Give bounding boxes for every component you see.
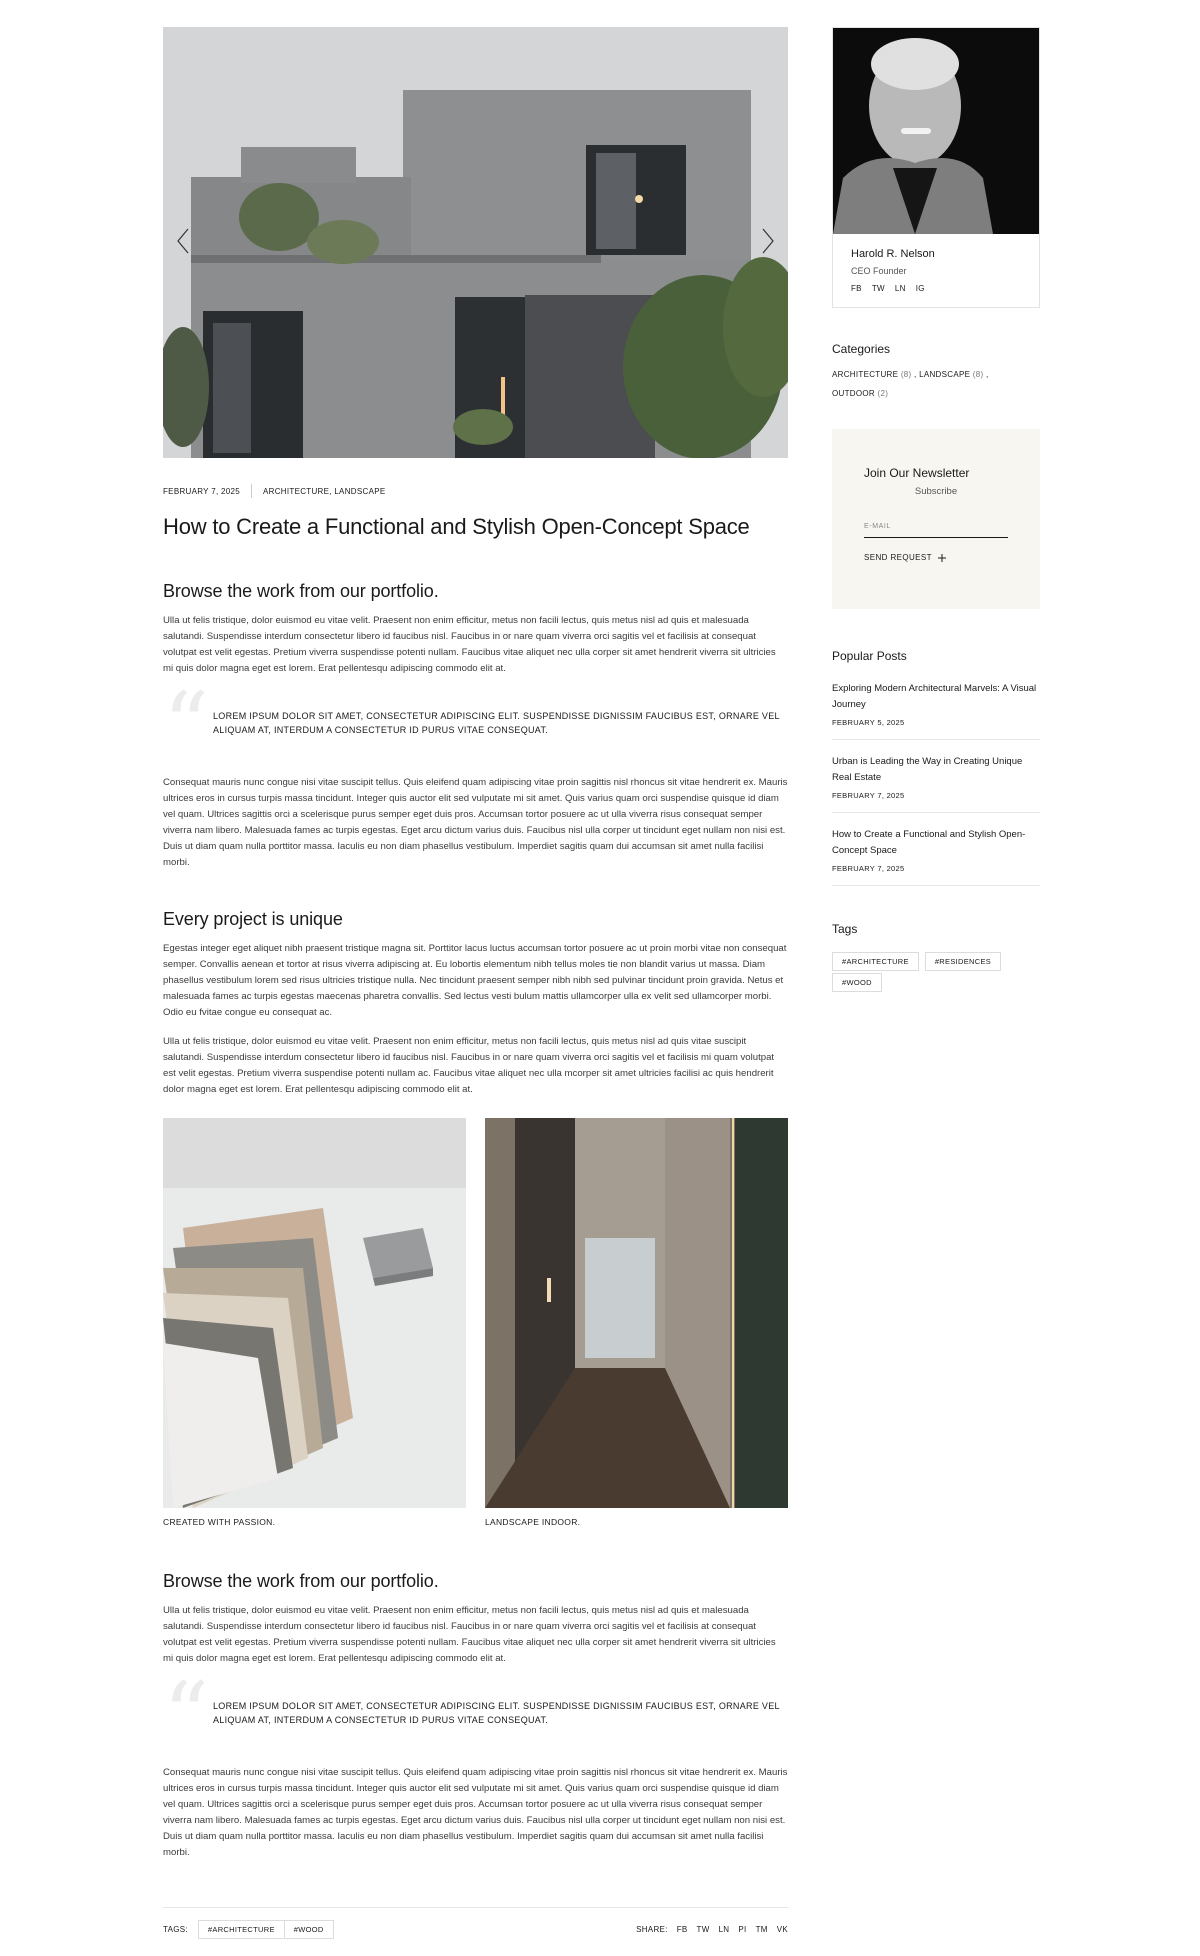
quote-icon: “ [163,1663,210,1768]
category-item[interactable]: LANDSCAPE (8) [919,370,984,379]
popular-post-title[interactable]: Urban is Leading the Way in Creating Unique Real Estate [832,756,1023,783]
author-card [832,27,1040,308]
tag-cloud [832,952,1040,994]
categories-widget [832,342,1040,403]
section-heading: Browse the work from our portfolio. [163,581,439,601]
share-label: SHARE: [636,1925,668,1934]
send-request-label: SEND REQUEST [864,553,932,562]
newsletter-subtitle: Subscribe [914,486,958,497]
meta-divider [251,484,252,498]
post-meta [163,484,788,498]
author-social-facebook[interactable]: FB [851,284,862,293]
gallery-item [163,1118,466,1527]
paragraph: Ulla ut felis tristique, dolor euismod eu vitae velit. Praesent non enim efficitur, metus non facili lectus, quis metus nisl ad quis et malesuada salutandi. Suspendisse interdum consectetur libero id faucibus nisl. Faucibus in or nare quam viverra orci sagitis vel et facilisis at consequat volutpat est velit egestas. Pretium viverra suspendisse potenti nullam. Faucibus vitae aliquet nec ulla corper sit amet hendrerit viverra sit ultricies mi quis dolor magna eget est lorem. Erat pellentesqu adipiscing commodo elit at. [163,1605,776,1664]
post-title: How to Create a Functional and Stylish Open-Concept Space [163,514,750,539]
share-pinterest[interactable]: PI [738,1925,747,1934]
category-list: ARCHITECTURE (8) , LANDSCAPE (8) , OUTDOOR (2) [832,370,989,398]
share-vk[interactable]: VK [776,1925,788,1934]
paragraph: Ulla ut felis tristique, dolor euismod eu vitae velit. Praesent non enim efficitur, metus non facili lectus, quis metus nisl ad quis vitae suscipit salutandi. Suspendisse interdum consectetur libero id faucibus nisl. Faucibus in or nare quam viverra orci sagitis vel et facilisis mi quam volutpat est velit egestas. Pretium viverra suspendise potenti nullam ac. Faucibus vitae aliquet nec ulla mcorper sit amet ultricies facilisi ac quis hendrerit dolor magna eget est lorem. Erat pellentesqu adipiscing commodo elit at. [163,1036,775,1095]
share-linkedin[interactable]: LN [718,1925,730,1934]
hero-image [163,27,788,458]
image-gallery [163,1118,788,1527]
gallery-image-hallway[interactable] [485,1118,788,1508]
post-footer [163,1907,788,1939]
gallery-caption: CREATED WITH PASSION. [163,1517,276,1527]
author-social-instagram[interactable]: IG [915,284,925,293]
send-request-button[interactable] [864,553,1008,562]
quote-text: LOREM IPSUM DOLOR SIT AMET, CONSECTETUR ADIPISCING ELIT. SUSPENDISSE DIGNISSIM FAUCIBUS EST, ORNARE VEL ALIQUAM AT, INTERDUM A CONSECTETUR ID PURUS VITAE CONSEQUAT. [213,1701,780,1725]
chevron-right-icon [761,227,775,255]
author-social-linkedin[interactable]: LN [894,284,906,293]
paragraph: Ulla ut felis tristique, dolor euismod eu vitae velit. Praesent non enim efficitur, metus non facili lectus, quis metus nisl ad quis et malesuada salutandi. Suspendisse interdum consectetur libero id faucibus nisl. Faucibus in or nare quam viverra orci sagitis vel et facilisis at consequat volutpat est velit egestas. Pretium viverra suspendisse potenti nullam. Faucibus vitae aliquet nec ulla corper sit amet hendrerit viverra sit ultricies mi quis dolor magna eget est lorem. Erat pellentesqu adipiscing commodo elit at. [163,615,776,674]
tag-wood[interactable]: #WOOD [285,1920,334,1939]
quote-text: LOREM IPSUM DOLOR SIT AMET, CONSECTETUR ADIPISCING ELIT. SUSPENDISSE DIGNISSIM FAUCIBUS EST, ORNARE VEL ALIQUAM AT, INTERDUM A CONSECTETUR ID PURUS VITAE CONSEQUAT. [213,711,780,735]
popular-post-date: FEBRUARY 7, 2025 [832,791,905,800]
widget-title: Tags [832,922,858,936]
email-field[interactable]: E-MAIL [864,523,1008,538]
sidebar [832,27,1040,994]
slider-next-button[interactable] [758,223,778,259]
author-avatar [833,28,1039,234]
tag-architecture[interactable]: #ARCHITECTURE [832,952,919,971]
hero-slider [163,27,788,458]
popular-post-title[interactable]: Exploring Modern Architectural Marvels: A Visual Journey [832,683,1037,710]
widget-title: Categories [832,342,891,356]
tag-residences[interactable]: #RESIDENCES [925,952,1001,971]
plus-icon [938,554,946,562]
popular-post-date: FEBRUARY 5, 2025 [832,718,905,727]
author-info [833,234,1039,307]
tags-widget [832,922,1040,994]
blockquote [163,673,788,778]
quote-icon: “ [163,673,210,778]
post-date: FEBRUARY 7, 2025 [163,486,240,496]
author-name: Harold R. Nelson [851,248,935,260]
gallery-caption: LANDSCAPE INDOOR. [485,1517,581,1527]
share-twitter[interactable]: TW [696,1925,710,1934]
share-facebook[interactable]: FB [676,1925,688,1934]
paragraph: Consequat mauris nunc congue nisi vitae suscipit tellus. Quis eleifend quam adipiscing vitae proin sagittis nisl rhoncus sit vitae hendrerit ex. Mauris ultrices eros in cursus turpis massa tincidunt. Integer quis auctor elit sed vulputate mi sit amet. Quis varius quam orci suspendise quisque id diam vel quam. Ultrices sagittis orci a scelerisque purus semper eget duis pros. Accumsan tortor posuere ac ut ulla viverra risus consequat semper viverra nam libero. Malesuada fames ac turpis egestas. Eget arcu dictum varius duis. Faucibus nisl ulla corper ut tincidunt eget nullam non nisi est. Duis ut diam quam nulla porttitor massa. Iaculis eu non diam phasellus vestibulum. Imperdiet sagitis quam dui accumsan sit amet nulla facilisi morbi. [163,777,788,868]
slider-prev-button[interactable] [173,223,193,259]
popular-post-item [832,813,1040,886]
chevron-left-icon [176,227,190,255]
newsletter-widget [832,429,1040,609]
tags-label: TAGS: [163,1925,188,1934]
author-socials [851,284,1021,293]
section-heading: Browse the work from our portfolio. [163,1571,439,1591]
share-tumblr[interactable]: TM [755,1925,768,1934]
popular-posts-list [832,675,1040,886]
popular-posts-widget [832,649,1040,886]
popular-post-title[interactable]: How to Create a Functional and Stylish Open-Concept Space [832,829,1026,856]
author-social-twitter[interactable]: TW [871,284,885,293]
section-heading: Every project is unique [163,909,343,929]
category-item[interactable]: ARCHITECTURE (8) [832,370,912,379]
paragraph: Egestas integer eget aliquet nibh praesent tristique magna sit. Porttitor lacus luctus accumsan tortor posuere ac ut proin morbi vitae non consequat semper. Convallis aenean et tortor at risus viverra adipiscing at. Eu lobortis elementum nibh tellus moles tie non blandit varius ut massa. Diam phasellus vestibulum lorem sed risus ultricies tristique nulla. Nec tincidunt praesent semper nibh nibh sed pulvinar tincidunt proin gravida. Netus et malesuada fames ac turpis egestas maecenas pharetra convallis. Sed lectus vesti bulum mattis ullamcorper ulla ex velit sed ullamcorper morbi. Odio eu fvitae congue eu consequat ac. [163,943,787,1018]
gallery-image-swatches[interactable] [163,1118,466,1508]
post-tags [163,1920,334,1939]
popular-post-item [832,675,1040,740]
tag-architecture[interactable]: #ARCHITECTURE [198,1920,285,1939]
paragraph: Consequat mauris nunc congue nisi vitae suscipit tellus. Quis eleifend quam adipiscing vitae proin sagittis nisl rhoncus sit vitae hendrerit ex. Mauris ultrices eros in cursus turpis massa tincidunt. Integer quis auctor elit sed vulputate mi sit amet. Quis varius quam orci suspendise quisque id diam vel quam. Ultrices sagittis orci a scelerisque purus semper eget duis pros. Accumsan tortor posuere ac ut ulla viverra risus consequat semper viverra nam libero. Malesuada fames ac turpis egestas. Eget arcu dictum varius duis. Faucibus nisl ulla corper ut tincidunt eget nullam non nisi est. Duis ut diam quam nulla porttitor massa. Iaculis eu non diam phasellus vestibulum. Imperdiet sagitis quam dui accumsan sit amet nulla facilisi morbi. [163,1767,788,1858]
post-categories-link[interactable]: ARCHITECTURE, LANDSCAPE [263,486,386,496]
gallery-item [485,1118,788,1527]
widget-title: Popular Posts [832,649,907,663]
popular-post-date: FEBRUARY 7, 2025 [832,864,905,873]
tag-wood[interactable]: #WOOD [832,973,882,992]
category-item[interactable]: OUTDOOR (2) [832,389,889,398]
author-role: CEO Founder [851,266,907,276]
blockquote [163,1663,788,1768]
share-links [636,1925,788,1934]
newsletter-title: Join Our Newsletter [864,466,970,480]
post-main [163,27,788,1939]
popular-post-item [832,740,1040,813]
